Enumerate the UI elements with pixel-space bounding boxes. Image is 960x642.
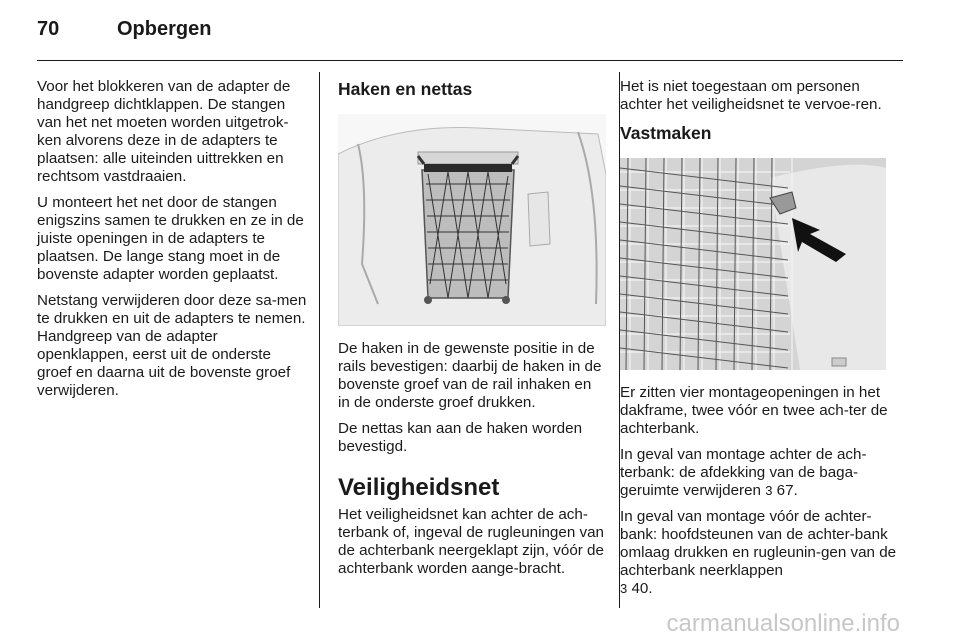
paragraph: Er zitten vier montageopeningen in het dakframe, twee vóór en twee ach-ter de achterbank. [620,384,888,437]
section-heading: Veiligheidsnet [338,474,500,501]
subsection-heading: Vastmaken [620,123,712,143]
paragraph-text: In geval van montage vóór de achter-bank: hoofdsteunen van de achter-bank omlaag drukken en rugleunin-gen van de achterbank neerklappen [620,508,897,579]
page-reference-icon: 3 [765,483,773,498]
paragraph: Het veiligheidsnet kan achter de ach-terbank of, ingeval de rugleuningen van de achterbank neergeklapt zijn, vóór de achterbank worden aange-bracht. [338,506,604,577]
page-number: 70 [37,18,60,40]
header-rule [37,60,903,61]
column-2 [338,78,606,586]
page-reference[interactable]: 67. [776,482,798,499]
safety-net-illustration [620,158,886,370]
paragraph: Netstang verwijderen door deze sa-men te drukken en uit de adapters te nemen. Handgreep van de adapter openklappen, eerst uit de onderste groef en daarna uit de bovenste groef verwijderen. [37,292,307,399]
column-divider [319,72,320,608]
section-title: Opbergen [117,18,212,40]
paragraph: Voor het blokkeren van de adapter de handgreep dichtklappen. De stangen van het net moeten worden uitgetrok-ken alvorens deze in de adapters te plaatsen: alle uiteinden uittrekken en rechtsom vastdraaien. [37,78,291,185]
column-1 [37,78,307,408]
watermark: carmanualsonline.info [666,610,900,637]
subsection-heading: Haken en nettas [338,79,473,99]
page-reference[interactable]: 40. [631,580,653,597]
paragraph: De haken in de gewenste positie in de rails bevestigen: daarbij de haken in de bovenste groef van de rail inhaken en in de onderste groef drukken. [338,340,602,411]
cargo-net-bag-illustration [338,114,606,326]
cargo-net-bag-drawing [338,114,606,326]
paragraph [620,508,902,598]
paragraph: U monteert het net door de stangen enigszins samen te drukken en ze in de juiste openingen in de adapters te plaatsen. De lange stang moet in de bovenste adapter worden geplaatst. [37,194,304,283]
safety-net-drawing [620,158,886,370]
page-reference-icon: 3 [620,581,628,596]
paragraph: De nettas kan aan de haken worden bevestigd. [338,420,583,455]
paragraph-text: In geval van montage achter de ach-terbank: de afdekking van de baga-geruimte verwijderen [620,446,867,499]
column-3 [620,78,902,606]
paragraph [620,446,902,500]
paragraph: Het is niet toegestaan om personen achter het veiligheidsnet te vervoe-ren. [620,78,882,113]
